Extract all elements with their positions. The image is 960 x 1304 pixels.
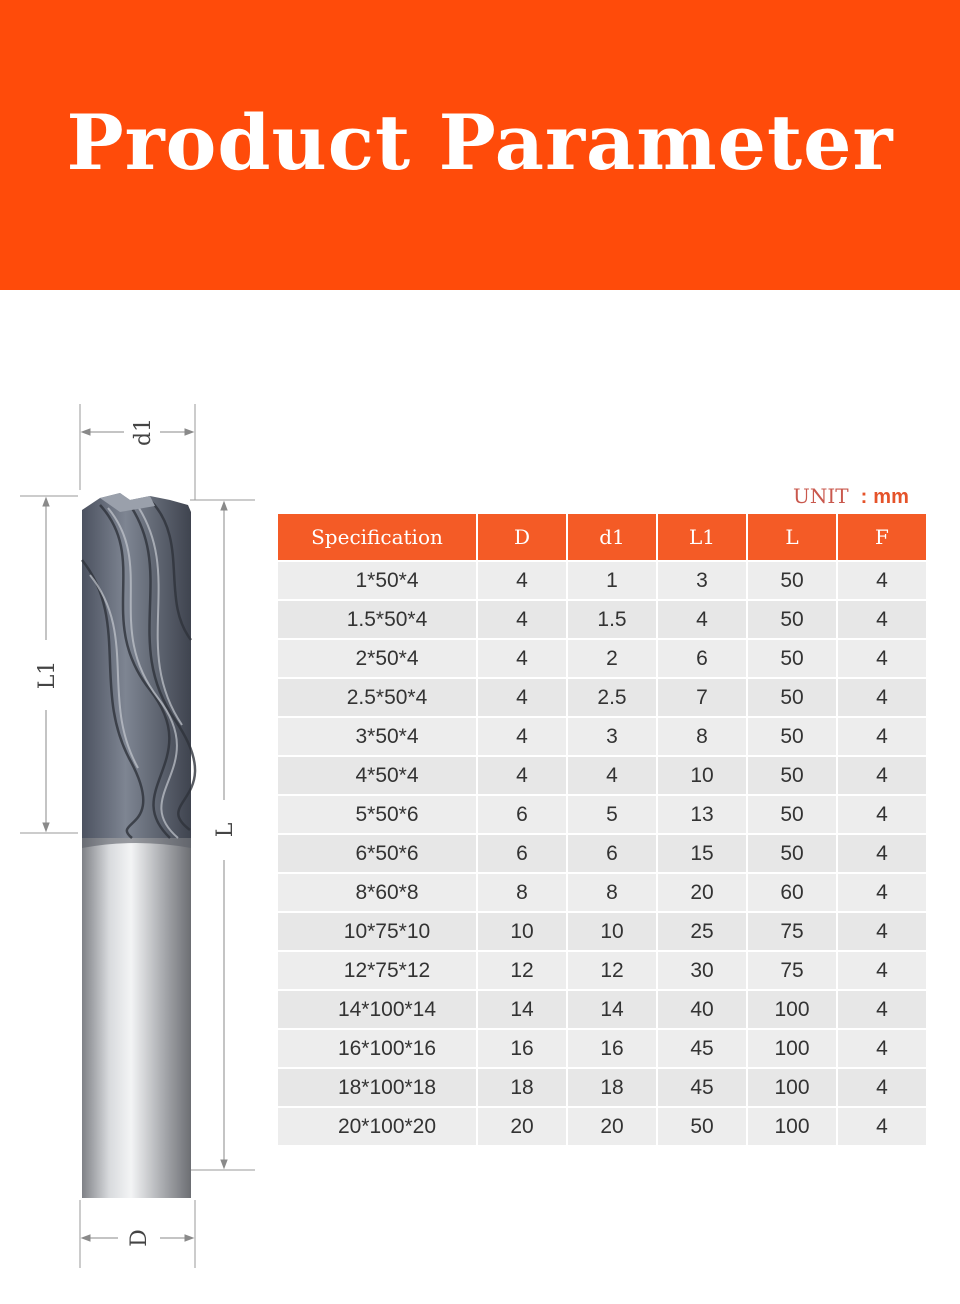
D-dimension-label: D bbox=[127, 1229, 152, 1247]
header-L1: L1 bbox=[658, 514, 746, 560]
page-title: Product Parameter bbox=[66, 97, 894, 187]
cell-specification: 8*60*8 bbox=[278, 874, 476, 911]
cell-D: 20 bbox=[478, 1108, 566, 1145]
cell-d1: 8 bbox=[568, 874, 656, 911]
header-banner bbox=[0, 0, 960, 290]
cell-d1: 5 bbox=[568, 796, 656, 833]
cell-L: 50 bbox=[748, 835, 836, 872]
table-row bbox=[278, 874, 926, 911]
cell-d1: 2.5 bbox=[568, 679, 656, 716]
cell-d1: 10 bbox=[568, 913, 656, 950]
cell-F: 4 bbox=[838, 874, 926, 911]
cell-L1: 45 bbox=[658, 1069, 746, 1106]
table-row bbox=[278, 913, 926, 950]
cell-D: 10 bbox=[478, 913, 566, 950]
cell-specification: 12*75*12 bbox=[278, 952, 476, 989]
cell-F: 4 bbox=[838, 1030, 926, 1067]
cell-L1: 4 bbox=[658, 601, 746, 638]
cell-D: 4 bbox=[478, 562, 566, 599]
cell-specification: 3*50*4 bbox=[278, 718, 476, 755]
cell-F: 4 bbox=[838, 991, 926, 1028]
cell-specification: 1*50*4 bbox=[278, 562, 476, 599]
cell-D: 4 bbox=[478, 757, 566, 794]
cell-d1: 3 bbox=[568, 718, 656, 755]
L1-dimension-label: L1 bbox=[35, 660, 60, 690]
cell-D: 14 bbox=[478, 991, 566, 1028]
cell-L: 60 bbox=[748, 874, 836, 911]
cell-specification: 20*100*20 bbox=[278, 1108, 476, 1145]
cell-L1: 30 bbox=[658, 952, 746, 989]
header-D: D bbox=[478, 514, 566, 560]
cell-F: 4 bbox=[838, 835, 926, 872]
cell-L1: 6 bbox=[658, 640, 746, 677]
end-mill-drawing bbox=[0, 380, 270, 1300]
cell-L1: 10 bbox=[658, 757, 746, 794]
cell-L: 50 bbox=[748, 718, 836, 755]
cell-d1: 20 bbox=[568, 1108, 656, 1145]
cell-L1: 15 bbox=[658, 835, 746, 872]
cell-d1: 4 bbox=[568, 757, 656, 794]
unit-label: UNIT bbox=[793, 484, 849, 508]
unit-indicator bbox=[793, 484, 923, 512]
cell-specification: 2*50*4 bbox=[278, 640, 476, 677]
header-specification: Specification bbox=[278, 514, 476, 560]
table-row bbox=[278, 796, 926, 833]
cell-F: 4 bbox=[838, 601, 926, 638]
table-body bbox=[278, 562, 926, 1145]
cell-L: 50 bbox=[748, 601, 836, 638]
d1-dimension-label: d1 bbox=[131, 417, 156, 447]
cell-L1: 50 bbox=[658, 1108, 746, 1145]
cell-D: 6 bbox=[478, 835, 566, 872]
cell-L1: 7 bbox=[658, 679, 746, 716]
cell-F: 4 bbox=[838, 679, 926, 716]
cell-L: 50 bbox=[748, 562, 836, 599]
cell-L: 100 bbox=[748, 1030, 836, 1067]
unit-colon: : bbox=[860, 486, 868, 508]
table-row bbox=[278, 718, 926, 755]
cell-L: 50 bbox=[748, 796, 836, 833]
header-F: F bbox=[838, 514, 926, 560]
table-row bbox=[278, 679, 926, 716]
cell-D: 8 bbox=[478, 874, 566, 911]
cell-L1: 3 bbox=[658, 562, 746, 599]
table-row bbox=[278, 562, 926, 599]
table-row bbox=[278, 952, 926, 989]
table-row bbox=[278, 757, 926, 794]
cell-L1: 25 bbox=[658, 913, 746, 950]
cell-L: 100 bbox=[748, 991, 836, 1028]
cell-d1: 6 bbox=[568, 835, 656, 872]
table-row bbox=[278, 1030, 926, 1067]
cell-d1: 16 bbox=[568, 1030, 656, 1067]
cell-d1: 1 bbox=[568, 562, 656, 599]
cell-specification: 1.5*50*4 bbox=[278, 601, 476, 638]
header-d1: d1 bbox=[568, 514, 656, 560]
L-dimension-label: L bbox=[213, 822, 238, 838]
cell-F: 4 bbox=[838, 1108, 926, 1145]
table-row bbox=[278, 991, 926, 1028]
cell-L: 75 bbox=[748, 913, 836, 950]
cell-d1: 12 bbox=[568, 952, 656, 989]
table-row bbox=[278, 1108, 926, 1145]
cell-L: 75 bbox=[748, 952, 836, 989]
table-row bbox=[278, 640, 926, 677]
cell-L: 50 bbox=[748, 757, 836, 794]
table-row bbox=[278, 835, 926, 872]
cell-L: 100 bbox=[748, 1069, 836, 1106]
cell-D: 4 bbox=[478, 679, 566, 716]
cell-L1: 45 bbox=[658, 1030, 746, 1067]
cell-D: 6 bbox=[478, 796, 566, 833]
cell-specification: 14*100*14 bbox=[278, 991, 476, 1028]
cell-specification: 16*100*16 bbox=[278, 1030, 476, 1067]
cell-L: 50 bbox=[748, 640, 836, 677]
cell-F: 4 bbox=[838, 796, 926, 833]
cell-specification: 6*50*6 bbox=[278, 835, 476, 872]
specification-table bbox=[276, 512, 928, 1147]
cell-D: 16 bbox=[478, 1030, 566, 1067]
cell-L1: 8 bbox=[658, 718, 746, 755]
cell-D: 4 bbox=[478, 640, 566, 677]
table-row bbox=[278, 1069, 926, 1106]
end-mill-tool bbox=[82, 493, 195, 1198]
cell-D: 4 bbox=[478, 718, 566, 755]
cell-L1: 20 bbox=[658, 874, 746, 911]
cell-specification: 5*50*6 bbox=[278, 796, 476, 833]
cell-d1: 1.5 bbox=[568, 601, 656, 638]
cell-F: 4 bbox=[838, 1069, 926, 1106]
cell-d1: 2 bbox=[568, 640, 656, 677]
cell-specification: 10*75*10 bbox=[278, 913, 476, 950]
cell-F: 4 bbox=[838, 718, 926, 755]
cell-L: 100 bbox=[748, 1108, 836, 1145]
cell-specification: 18*100*18 bbox=[278, 1069, 476, 1106]
cell-L1: 40 bbox=[658, 991, 746, 1028]
cell-d1: 18 bbox=[568, 1069, 656, 1106]
cell-F: 4 bbox=[838, 562, 926, 599]
unit-value: mm bbox=[873, 486, 909, 508]
cell-D: 18 bbox=[478, 1069, 566, 1106]
cell-specification: 4*50*4 bbox=[278, 757, 476, 794]
cell-d1: 14 bbox=[568, 991, 656, 1028]
table-header-row bbox=[278, 514, 926, 560]
cell-D: 12 bbox=[478, 952, 566, 989]
cell-L1: 13 bbox=[658, 796, 746, 833]
cell-F: 4 bbox=[838, 913, 926, 950]
cell-F: 4 bbox=[838, 952, 926, 989]
header-L: L bbox=[748, 514, 836, 560]
cell-F: 4 bbox=[838, 757, 926, 794]
cell-L: 50 bbox=[748, 679, 836, 716]
table-row bbox=[278, 601, 926, 638]
cell-F: 4 bbox=[838, 640, 926, 677]
cell-D: 4 bbox=[478, 601, 566, 638]
cell-specification: 2.5*50*4 bbox=[278, 679, 476, 716]
